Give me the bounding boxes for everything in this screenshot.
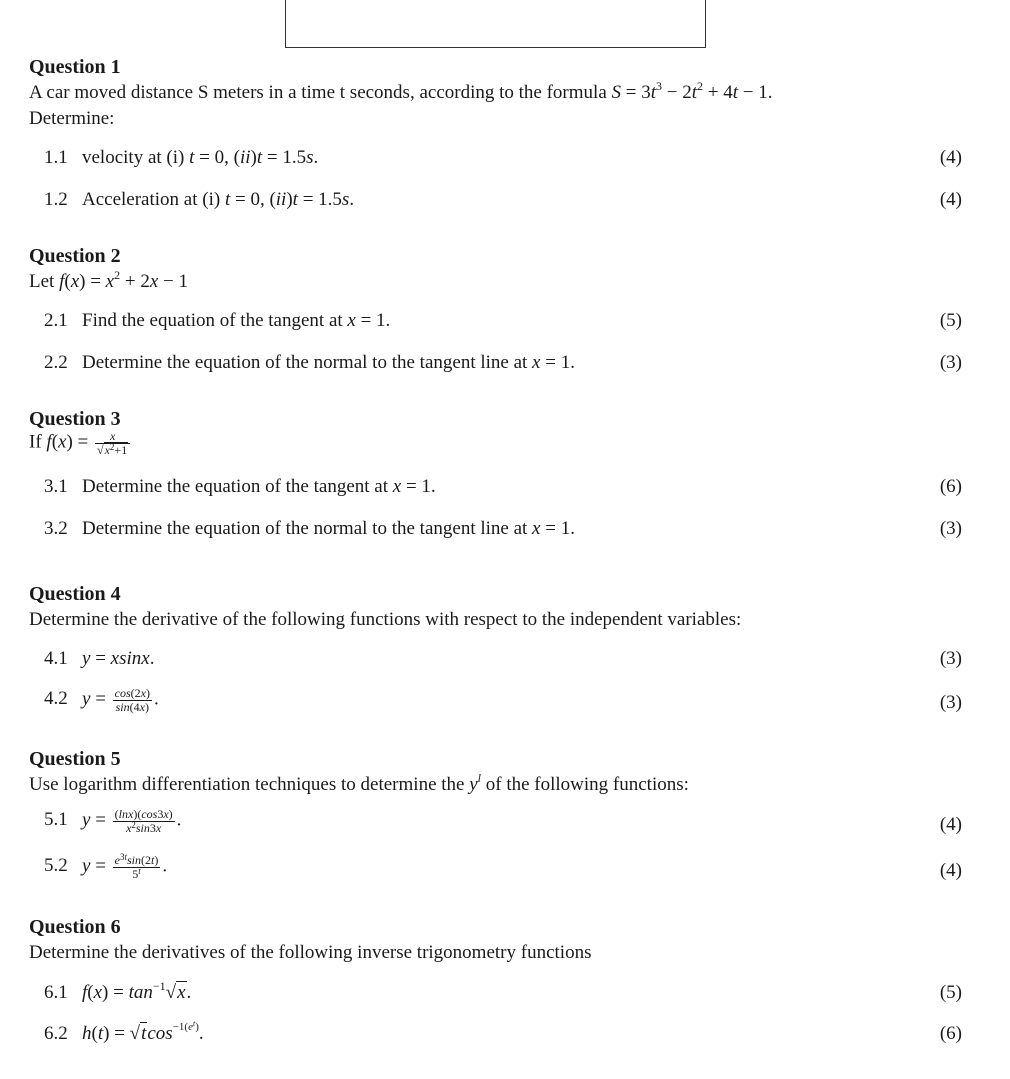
question-2-2-marks: (3) — [939, 352, 962, 373]
question-4-title: Question 4 — [29, 583, 121, 605]
fraction: $\frac{e^{3t}\sin(2t)}{5^t}$ — [114, 852, 159, 881]
question-4-2-marks: (3) — [939, 692, 962, 713]
question-6-intro: Determine the derivatives of the following inverse trigonometry functions — [29, 942, 592, 963]
question-5-title: Question 5 — [29, 748, 121, 770]
question-2-1-marks: (5) — [939, 310, 962, 331]
question-2-2: 2.2 Determine the equation of the normal to the tangent line at x = 1. — [44, 352, 575, 373]
question-1-title: Question 1 — [29, 56, 121, 78]
question-2-title: Question 2 — [29, 245, 121, 267]
question-3-1: 3.1 Determine the equation of the tangent at x = 1. — [44, 476, 436, 497]
question-2-1: 2.1 Find the equation of the tangent at x = 1. — [44, 310, 391, 331]
question-4-1: 4.1 y = xsinx. — [44, 648, 155, 669]
question-3-title: Question 3 — [29, 408, 121, 430]
fraction: $\frac{\cos(2x)}{\sin(4x)}$ — [114, 686, 150, 714]
question-5-1-marks: (4) — [939, 814, 962, 835]
question-5-2-marks: (4) — [939, 860, 962, 881]
question-3-2-marks: (3) — [939, 518, 962, 539]
question-1-intro: A car moved distance S meters in a time t seconds, according to the formula $S = 3t^3 - 2t^2 + 4t - 1$. — [29, 79, 773, 103]
question-3-2: 3.2 Determine the equation of the normal to the tangent line at x = 1. — [44, 518, 575, 539]
question-6-1-marks: (5) — [939, 982, 962, 1003]
question-5-intro: Use logarithm differentiation techniques to determine the $y^l$ of the following functions: — [29, 771, 689, 795]
question-1-1: 1.1 velocity at (i) t = 0, (ii)t = 1.5s. — [44, 147, 319, 168]
question-6-1: 6.1 $f(x) = \tan^{-1}√x$. — [44, 979, 192, 1003]
question-1-2: 1.2 Acceleration at (i) t = 0, (ii)t = 1.5s. — [44, 189, 355, 210]
question-1-1-marks: (4) — [939, 147, 962, 168]
question-4-2: 4.2 y = $\frac{\cos(2x)}{\sin(4x)}$ . — [44, 686, 159, 714]
question-4-1-marks: (3) — [939, 648, 962, 669]
fraction: $\frac{x}{√x^2+1}$ — [95, 430, 130, 456]
fraction: $\frac{(\ln x)(\cos 3x)}{x^2\sin 3x}$ — [114, 807, 173, 835]
question-1-determine: Determine: — [29, 108, 115, 129]
question-6-title: Question 6 — [29, 916, 121, 938]
top-answer-box — [285, 0, 706, 48]
question-4-intro: Determine the derivative of the following functions with respect to the independent variables: — [29, 609, 742, 630]
question-3-1-marks: (6) — [939, 476, 962, 497]
question-6-2: 6.2 h(t) = √tcos$^{-1(e^t)}$. — [44, 1019, 204, 1044]
question-3-intro: If f(x) = $\frac{x}{√x^2+1}$ — [29, 430, 132, 456]
question-1-2-marks: (4) — [939, 189, 962, 210]
question-6-2-marks: (6) — [939, 1023, 962, 1044]
question-5-1: 5.1 y = $\frac{(\ln x)(\cos 3x)}{x^2\sin 3x}$ . — [44, 807, 182, 835]
question-2-intro: Let $f(x) = x^2 + 2x - 1$ — [29, 268, 188, 292]
question-5-2: 5.2 y = $\frac{e^{3t}\sin(2t)}{5^t}$ . — [44, 852, 168, 881]
